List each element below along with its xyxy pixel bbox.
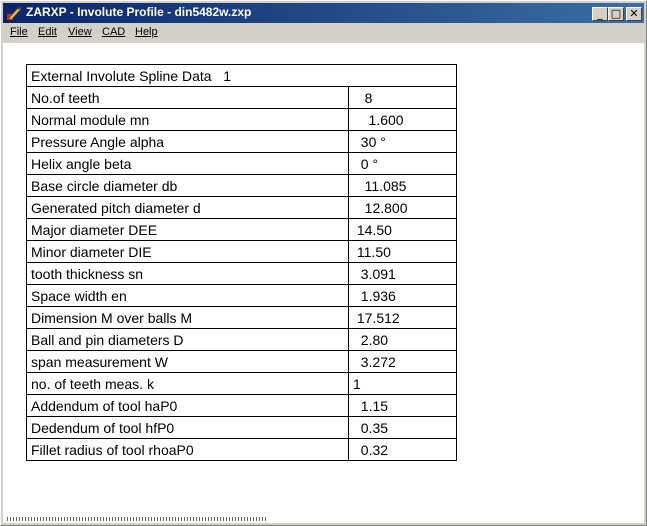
row-label: no. of teeth meas. k — [27, 373, 349, 395]
row-label: span measurement W — [27, 351, 349, 373]
row-value: 17.512 — [349, 307, 457, 329]
menu-bar — [3, 24, 644, 42]
row-value: 3.272 — [349, 351, 457, 373]
close-button[interactable] — [626, 7, 642, 21]
row-label: No.of teeth — [27, 87, 349, 109]
row-value: 0.32 — [349, 439, 457, 461]
menu-edit[interactable]: Edit — [38, 26, 57, 38]
row-value: 30 ° — [349, 131, 457, 153]
table-row — [27, 87, 457, 109]
row-label: Generated pitch diameter d — [27, 197, 349, 219]
row-value: 3.091 — [349, 263, 457, 285]
title-bar[interactable] — [3, 3, 644, 23]
row-label: Pressure Angle alpha — [27, 131, 349, 153]
minimize-icon: _ — [597, 7, 603, 20]
table-row — [27, 131, 457, 153]
row-label: Normal module mn — [27, 109, 349, 131]
status-text-strip — [7, 517, 267, 521]
row-value: 12.800 — [349, 197, 457, 219]
minimize-button[interactable] — [592, 7, 608, 21]
menu-view[interactable]: View — [68, 26, 92, 38]
row-label: Fillet radius of tool rhoaP0 — [27, 439, 349, 461]
row-label: Minor diameter DIE — [27, 241, 349, 263]
window-title: ZARXP - Involute Profile - din5482w.zxp — [26, 5, 252, 19]
table-row — [27, 373, 457, 395]
row-value: 1 — [349, 373, 457, 395]
table-row — [27, 417, 457, 439]
close-icon: ✕ — [629, 7, 639, 20]
row-value: 1.936 — [349, 285, 457, 307]
table-row — [27, 395, 457, 417]
row-label: Base circle diameter db — [27, 175, 349, 197]
row-value: 0 ° — [349, 153, 457, 175]
table-row — [27, 329, 457, 351]
table-row — [27, 219, 457, 241]
document-area[interactable] — [3, 43, 644, 523]
row-label: Dimension M over balls M — [27, 307, 349, 329]
row-value: 11.50 — [349, 241, 457, 263]
row-value: 2.80 — [349, 329, 457, 351]
menu-help[interactable]: Help — [135, 26, 158, 38]
spline-data-table — [26, 64, 457, 461]
table-row — [27, 285, 457, 307]
row-value: 11.085 — [349, 175, 457, 197]
table-row — [27, 109, 457, 131]
table-row — [27, 351, 457, 373]
table-row — [27, 263, 457, 285]
table-row — [27, 439, 457, 461]
row-label: Major diameter DEE — [27, 219, 349, 241]
table-row — [27, 241, 457, 263]
menu-file[interactable]: File — [10, 26, 28, 38]
table-row — [27, 307, 457, 329]
row-label: tooth thickness sn — [27, 263, 349, 285]
app-icon — [6, 5, 22, 21]
maximize-button[interactable] — [608, 7, 624, 21]
row-value: 0.35 — [349, 417, 457, 439]
row-label: Space width en — [27, 285, 349, 307]
table-header-row — [27, 65, 457, 87]
table-row — [27, 175, 457, 197]
row-value: 1.15 — [349, 395, 457, 417]
menu-cad[interactable]: CAD — [102, 26, 126, 38]
row-value: 1.600 — [349, 109, 457, 131]
maximize-icon: □ — [610, 7, 622, 20]
row-label: Helix angle beta — [27, 153, 349, 175]
row-value: 14.50 — [349, 219, 457, 241]
row-label: Ball and pin diameters D — [27, 329, 349, 351]
row-value: 8 — [349, 87, 457, 109]
table-row — [27, 197, 457, 219]
table-row — [27, 153, 457, 175]
table-header: External Involute Spline Data 1 — [27, 65, 457, 87]
row-label: Addendum of tool haP0 — [27, 395, 349, 417]
row-label: Dedendum of tool hfP0 — [27, 417, 349, 439]
